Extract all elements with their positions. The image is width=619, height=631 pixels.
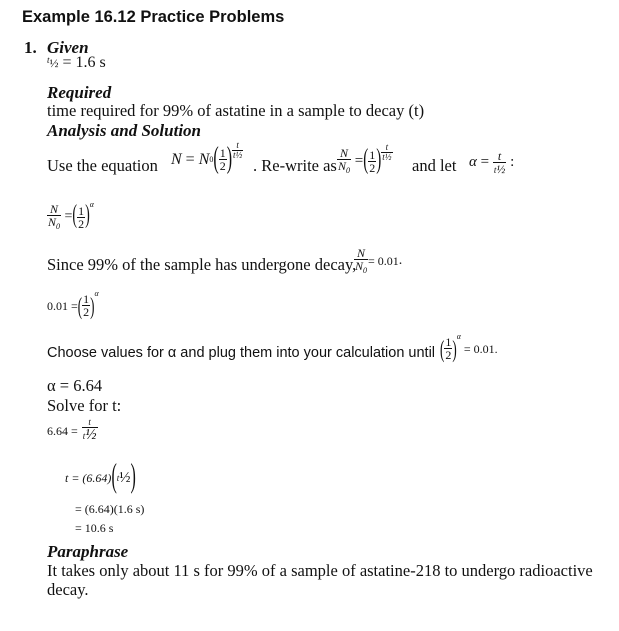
alpha-definition: α = $\frac{t}{\text{t½}}$ :: [469, 149, 515, 176]
eq-001-alpha: 0.01 = ( $\frac{1}{2}$ ) α: [47, 288, 99, 320]
problem-number: 1.: [24, 38, 37, 57]
given-equation: $^t$½ = 1.6 s: [47, 54, 106, 71]
eq-664: 6.64 = $\frac{t}{\text{t½}}$: [47, 417, 97, 443]
required-heading: Required: [47, 83, 112, 102]
choose-text: Choose values for α and plug them into your calculation until: [47, 345, 436, 361]
choose-equation: ( $\frac{1}{2}$ ) α = 0.01 .: [440, 331, 498, 363]
use-equation-text: Use the equation: [47, 156, 158, 175]
let-alpha-text: and let: [412, 156, 457, 175]
eq-line2: = (6.64)(1.6 s): [75, 502, 145, 516]
decay-equation: N = N 0 ( $\frac{1}{2}$ ) $\frac{t}{\text{t½}}$: [171, 140, 243, 175]
since-text: Since 99% of the sample has undergone decay,: [47, 255, 357, 274]
paraphrase-line1: It takes only about 11 s for 99% of a sample of astatine-218 to undergo radioactive: [47, 561, 593, 580]
paraphrase-line2: decay.: [47, 580, 89, 599]
eq-t-solve: t = (6.64) ( t ½ ): [65, 459, 136, 495]
ratio-equation: $\frac{N}{N_0}$ = ( $\frac{1}{2}$ ) $\frac{t}{\text{t½}}$: [338, 141, 392, 176]
page-title: Example 16.12 Practice Problems: [22, 8, 285, 26]
since-equation: $\frac{N}{N_0}$ = 0.01 .: [355, 246, 403, 275]
alpha-value: α = 6.64: [47, 376, 103, 395]
solve-for: Solve for t:: [47, 396, 122, 415]
required-text: time required for 99% of astatine in a sample to decay (t): [47, 101, 425, 120]
eq-line3: = 10.6 s: [75, 521, 114, 535]
analysis-heading: Analysis and Solution: [47, 121, 202, 140]
paraphrase-heading: Paraphrase: [47, 542, 129, 561]
ratio-alpha-equation: $\frac{N}{N_0}$ = ( $\frac{1}{2}$ ) α: [48, 200, 94, 231]
given-heading: Given: [47, 38, 89, 57]
rewrite-text: . Re-write as: [253, 156, 337, 175]
